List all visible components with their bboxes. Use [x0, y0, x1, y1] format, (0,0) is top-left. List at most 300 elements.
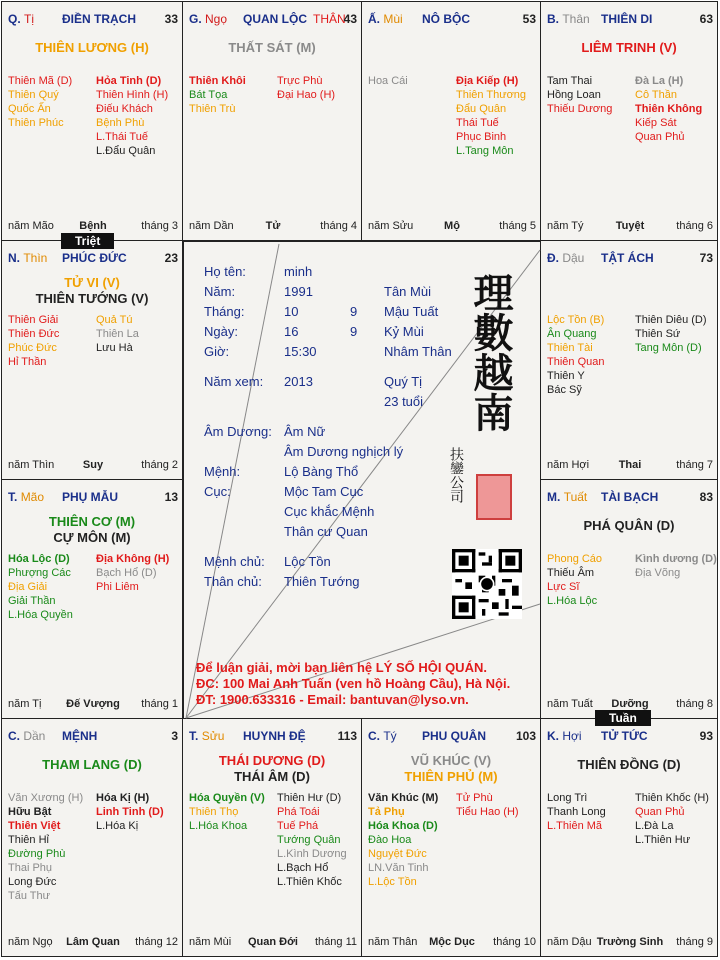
dia-chi: Thìn	[23, 251, 48, 265]
minor-star[interactable]: Quan Phủ	[635, 131, 685, 143]
thang-am-value: 9	[350, 304, 358, 319]
palace-header	[547, 490, 713, 506]
palace-menh[interactable]	[1, 718, 183, 957]
major-star[interactable]: PHÁ QUÂN (D)	[583, 518, 675, 533]
thien-can: K.	[547, 729, 559, 743]
palace-tai-bach[interactable]	[540, 479, 718, 719]
thien-can: C.	[368, 729, 380, 743]
minor-star[interactable]: L.Đẩu Quân	[96, 145, 156, 157]
minor-star[interactable]: Đào Hoa	[368, 834, 412, 846]
palace-header	[8, 251, 178, 267]
minor-star[interactable]: Kình dương (D)	[635, 553, 717, 565]
trang-sinh: Tuyệt	[615, 220, 645, 232]
palace-phu-mau[interactable]	[1, 479, 183, 719]
seal-side-text: 扶鑾公司	[448, 447, 464, 503]
red-seal	[476, 474, 512, 520]
palace-name: MỆNH	[62, 729, 98, 743]
palace-name: PHU QUÂN	[422, 729, 487, 743]
minor-star[interactable]: L.Đà La	[635, 820, 674, 832]
right-star-column	[96, 74, 168, 158]
nguyet-han: tháng 9	[676, 936, 713, 948]
minor-star[interactable]: Nguyệt Đức	[368, 848, 427, 860]
dai-han-number: 53	[522, 12, 536, 26]
minor-star[interactable]: Tam Thai	[547, 75, 593, 87]
palace-footer	[8, 459, 178, 471]
palace-footer	[368, 220, 536, 232]
minor-star[interactable]: Giải Thần	[8, 595, 56, 607]
right-star-column	[635, 313, 707, 355]
qr-code	[452, 549, 522, 619]
thien-can: Ấ.	[368, 12, 380, 26]
minor-star[interactable]: Điếu Khách	[96, 103, 153, 115]
palace-header	[189, 12, 357, 28]
contact-line-2: ĐC: 100 Mai Anh Tuấn (ven hồ Hoàng Cầu), Hà Nội.	[196, 676, 511, 691]
cuc-note-2: Thân cư Quan	[284, 524, 368, 539]
minor-star[interactable]: Thiên La	[96, 328, 139, 340]
minor-star[interactable]: Đẩu Quân	[456, 103, 507, 115]
major-star[interactable]: THIÊN CƠ (M)	[48, 514, 136, 529]
nam-xem-can-chi: Quý Tị	[384, 374, 423, 389]
dia-chi: Tuất	[563, 490, 588, 504]
gio-label: Giờ:	[204, 344, 230, 359]
minor-star[interactable]: Thiên Đức	[8, 328, 60, 340]
left-star-column	[189, 791, 265, 833]
dia-chi: Sửu	[201, 729, 225, 743]
trang-sinh: Quan Đới	[248, 936, 298, 948]
minor-star[interactable]: Văn Khúc (M)	[368, 792, 439, 804]
minor-star[interactable]: Long Trì	[547, 792, 588, 804]
minor-star[interactable]: Thiên Mã (D)	[8, 75, 73, 87]
left-star-column	[8, 74, 72, 130]
right-star-column	[456, 74, 526, 158]
tieu-han-year: năm Tị	[8, 698, 42, 710]
minor-star[interactable]: Hỉ Thần	[8, 356, 47, 368]
minor-star[interactable]: Tử Phù	[456, 792, 493, 804]
trang-sinh: Thai	[618, 459, 642, 471]
tieu-han-year: năm Tuất	[547, 698, 593, 710]
minor-star[interactable]: Tiểu Hao (H)	[456, 806, 519, 818]
minor-star[interactable]: Lộc Tồn (B)	[547, 314, 605, 326]
minor-star[interactable]: Hóa Kị (H)	[96, 792, 150, 804]
thien-can: C.	[8, 729, 20, 743]
ngay-label: Ngày:	[204, 324, 238, 339]
minor-star[interactable]: Thiên Quý	[8, 89, 59, 101]
palace-header	[547, 251, 713, 267]
minor-star[interactable]: L.Kình Dương	[277, 848, 347, 860]
palace-name: THIÊN DI	[601, 12, 653, 26]
thang-label: Tháng:	[204, 304, 245, 319]
tieu-han-year: năm Ngọ	[8, 936, 53, 948]
palace-header	[547, 12, 713, 28]
palace-footer	[368, 936, 536, 948]
dai-han-number: 23	[164, 251, 178, 265]
minor-star[interactable]: L.Hóa Quyền	[8, 609, 73, 621]
trang-sinh: Bệnh	[79, 220, 107, 232]
minor-star[interactable]: Thiên Việt	[8, 820, 61, 832]
thang-value: 10	[284, 304, 299, 319]
minor-star[interactable]: Thiên Trù	[189, 103, 236, 115]
tieu-han-year: năm Tý	[547, 220, 584, 232]
palace-footer	[189, 936, 357, 948]
palace-name: PHÚC ĐỨC	[62, 251, 127, 265]
tuoi-value: 23 tuổi	[384, 394, 424, 409]
dia-chi: Mùi	[383, 12, 403, 26]
dai-han-number: 13	[164, 490, 178, 504]
minor-star[interactable]: Thái Tuế	[456, 117, 499, 129]
center-info-panel	[183, 241, 541, 719]
minor-star[interactable]: L.Thiên Mã	[547, 820, 603, 832]
minor-star[interactable]: Thiên Y	[547, 370, 585, 382]
nam-xem-label: Năm xem:	[204, 374, 264, 389]
minor-star[interactable]: Bệnh Phù	[96, 117, 145, 129]
minor-star[interactable]: Bát Tọa	[189, 89, 228, 101]
minor-star[interactable]: Quan Phủ	[635, 806, 685, 818]
dai-han-number: 93	[699, 729, 713, 743]
left-star-column	[368, 74, 408, 88]
major-star[interactable]: THIÊN ĐỒNG (D)	[577, 757, 681, 772]
dai-han-number: 43	[343, 12, 357, 26]
right-star-column	[635, 74, 702, 144]
right-star-column	[96, 313, 139, 355]
minor-star[interactable]: Phục Binh	[456, 131, 507, 143]
minor-star[interactable]: Thiên Quan	[547, 356, 605, 368]
minor-star[interactable]: Phúc Đức	[8, 342, 57, 354]
palace-huynh-de[interactable]	[182, 718, 362, 957]
palace-thien-di[interactable]	[540, 1, 718, 241]
thien-can: Q.	[8, 12, 21, 26]
palace-header	[8, 490, 178, 506]
palace-footer	[547, 220, 713, 232]
nguyet-han: tháng 7	[676, 459, 713, 471]
trang-sinh: Trường Sinh	[596, 936, 664, 948]
minor-star[interactable]: Đại Hao (H)	[277, 89, 336, 101]
minor-star[interactable]: Thanh Long	[547, 806, 606, 818]
minor-star[interactable]: Thiên Diêu (D)	[635, 314, 707, 326]
dai-han-number: 3	[171, 729, 178, 743]
thien-can: N.	[8, 251, 20, 265]
thien-can: Đ.	[547, 251, 559, 265]
tieu-han-year: năm Hợi	[547, 459, 590, 471]
tieu-han-year: năm Dần	[189, 220, 234, 232]
palace-header	[368, 12, 536, 28]
minor-star[interactable]: Thiên Thương	[456, 89, 527, 101]
minor-star[interactable]: Thiên Hư (D)	[277, 792, 342, 804]
major-star[interactable]: THAM LANG (D)	[42, 757, 142, 772]
minor-star[interactable]: L.Thiên Hư	[635, 834, 691, 846]
minor-star[interactable]: Lưu Hà	[96, 342, 133, 354]
left-star-column	[8, 313, 59, 369]
ho-ten-label: Họ tên:	[204, 264, 246, 279]
minor-star[interactable]: Đà La (H)	[635, 75, 684, 87]
am-duong-value: Âm Nữ	[284, 424, 326, 439]
palace-dien-trach[interactable]	[1, 1, 183, 241]
dai-han-number: 103	[515, 729, 536, 743]
minor-star[interactable]: Linh Tinh (D)	[96, 806, 164, 818]
palace-no-boc[interactable]	[361, 1, 541, 241]
menh-chu-label: Mệnh chủ:	[204, 554, 265, 569]
tieu-han-year: năm Thân	[368, 936, 418, 948]
cuc-label: Cục:	[204, 484, 231, 499]
palace-footer	[8, 220, 178, 232]
minor-star[interactable]: Trực Phù	[277, 75, 323, 87]
dai-han-number: 63	[699, 12, 713, 26]
palace-name: TÀI BẠCH	[601, 490, 659, 504]
minor-star[interactable]: Tấu Thư	[8, 890, 51, 902]
minor-star[interactable]: Thiên Không	[635, 103, 703, 115]
contact-line-3: ĐT: 1900.633316 - Email: bantuvan@lyso.vn.	[196, 692, 469, 707]
left-star-column	[368, 791, 438, 889]
left-star-column	[189, 74, 246, 116]
palace-name: NÔ BỘC	[422, 12, 470, 26]
cuc-note-1: Cục khắc Mệnh	[284, 504, 375, 519]
minor-star[interactable]: Địa Võng	[635, 567, 681, 579]
nguyet-han: tháng 5	[499, 220, 536, 232]
nguyet-han: tháng 10	[493, 936, 536, 948]
minor-star[interactable]: Đường Phù	[8, 848, 66, 860]
left-star-column	[8, 552, 73, 622]
gio-value: 15:30	[284, 344, 317, 359]
nam-value: 1991	[284, 284, 313, 299]
dia-chi: Dần	[23, 729, 46, 743]
palace-footer	[547, 936, 713, 948]
ho-ten-value: minh	[284, 264, 313, 279]
gio-can-chi: Nhâm Thân	[384, 344, 452, 359]
palace-footer	[189, 220, 357, 232]
minor-star[interactable]: Phá Toái	[277, 806, 320, 818]
palace-name: ĐIỀN TRẠCH	[62, 12, 136, 26]
menh-label: Mệnh:	[204, 464, 241, 479]
left-star-column	[8, 791, 83, 903]
nam-xem-value: 2013	[284, 374, 313, 389]
minor-star[interactable]: Kiếp Sát	[635, 117, 677, 129]
contact-line-1: Để luận giải, mời bạn liên hệ LÝ SỐ HỘI QUÁN.	[196, 660, 487, 675]
minor-star[interactable]: L.Hóa Kị	[96, 820, 139, 832]
minor-star[interactable]: Địa Giải	[8, 581, 48, 593]
nguyet-han: tháng 4	[320, 220, 357, 232]
dia-chi: Ngọ	[205, 12, 228, 26]
palace-header	[368, 729, 536, 745]
major-star[interactable]: THẤT SÁT (M)	[228, 40, 316, 55]
thien-can: M.	[547, 490, 561, 504]
minor-star[interactable]: Bác Sỹ	[547, 384, 582, 396]
minor-star[interactable]: Thiên Khốc (H)	[635, 792, 709, 804]
major-star[interactable]: TỬ VI (V)	[64, 275, 120, 290]
palace-footer	[8, 698, 178, 710]
minor-star[interactable]: Phượng Các	[8, 567, 71, 579]
tieu-han-year: năm Thìn	[8, 459, 55, 471]
palace-name: QUAN LỘC	[243, 12, 307, 26]
am-duong-label: Âm Dương:	[204, 424, 272, 439]
minor-star[interactable]: L.Hóa Lộc	[547, 595, 598, 607]
dai-han-number: 83	[699, 490, 713, 504]
right-star-column	[635, 791, 709, 847]
minor-star[interactable]: Thai Phụ	[8, 862, 53, 874]
minor-star[interactable]: Thiên Phúc	[8, 117, 64, 129]
minor-star[interactable]: Thiên Giải	[8, 314, 59, 326]
trang-sinh: Lâm Quan	[66, 936, 120, 948]
trang-sinh: Tử	[265, 220, 281, 232]
minor-star[interactable]: Thiên Hỉ	[8, 834, 49, 846]
left-star-column	[547, 791, 606, 833]
minor-star[interactable]: Hóa Khoa (D)	[368, 820, 438, 832]
dia-chi: Tý	[383, 729, 397, 743]
minor-star[interactable]: Địa Không (H)	[96, 553, 170, 565]
right-star-column	[456, 791, 519, 819]
menh-value: Lộ Bàng Thổ	[284, 464, 359, 479]
trang-sinh: Suy	[82, 459, 104, 471]
major-star[interactable]: THÁI ÂM (D)	[234, 769, 310, 784]
palace-tu-tuc[interactable]	[540, 718, 718, 957]
nguyet-han: tháng 11	[314, 936, 357, 948]
tieu-han-year: năm Dậu	[547, 936, 592, 948]
minor-star[interactable]: LN.Văn Tinh	[368, 862, 429, 874]
major-star[interactable]: THIÊN LƯƠNG (H)	[35, 40, 149, 55]
palace-header	[547, 729, 713, 745]
ngay-value: 16	[284, 324, 299, 339]
major-star[interactable]: THÁI DƯƠNG (D)	[218, 753, 326, 768]
right-star-column	[277, 74, 335, 102]
triet-tag: Triệt	[61, 233, 114, 249]
major-star[interactable]: VŨ KHÚC (V)	[410, 753, 492, 768]
than-marker: THÂN	[313, 12, 346, 26]
major-star[interactable]: CỰ MÔN (M)	[53, 530, 131, 545]
tieu-han-year: năm Mão	[8, 220, 54, 232]
minor-star[interactable]: Hóa Quyền (V)	[189, 792, 265, 804]
palace-name: TẬT ÁCH	[601, 251, 654, 265]
palace-quan-loc[interactable]	[182, 1, 362, 241]
minor-star[interactable]: Long Đức	[8, 876, 57, 888]
palace-phu-quan[interactable]	[361, 718, 541, 957]
calligraphy-logo: 理數越南	[467, 272, 514, 432]
nam-can-chi: Tân Mùi	[384, 284, 431, 299]
right-star-column	[96, 552, 169, 594]
tieu-han-year: năm Sửu	[368, 220, 414, 232]
palace-name: PHỤ MẪU	[62, 490, 118, 504]
palace-header	[189, 729, 357, 745]
nguyet-han: tháng 3	[141, 220, 178, 232]
minor-star[interactable]: Bạch Hổ (D)	[96, 567, 157, 579]
minor-star[interactable]: Tuế Phá	[277, 820, 319, 832]
palace-header	[8, 729, 178, 745]
minor-star[interactable]: Phong Cáo	[547, 553, 603, 565]
trang-sinh: Đế Vượng	[66, 698, 120, 710]
cuc-value: Mộc Tam Cục	[284, 484, 364, 499]
trang-sinh: Dưỡng	[611, 698, 649, 710]
minor-star[interactable]: Tang Môn (D)	[635, 342, 702, 354]
minor-star[interactable]: Ân Quang	[547, 328, 597, 340]
minor-star[interactable]: Hoa Cái	[368, 75, 408, 87]
nguyet-han: tháng 8	[676, 698, 713, 710]
minor-star[interactable]: Cô Thần	[635, 89, 677, 101]
am-duong-note: Âm Dương nghịch lý	[284, 444, 404, 459]
minor-star[interactable]: L.Lộc Tồn	[368, 876, 417, 888]
trang-sinh: Mộ	[444, 220, 460, 232]
palace-footer	[8, 936, 178, 948]
left-star-column	[547, 552, 602, 608]
major-star[interactable]: THIÊN TƯỚNG (V)	[35, 291, 149, 306]
minor-star[interactable]: Hồng Loan	[547, 89, 601, 101]
ngay-can-chi: Kỷ Mùi	[384, 324, 424, 339]
palace-footer	[547, 698, 713, 710]
left-star-column	[547, 313, 604, 397]
dai-han-number: 113	[337, 729, 357, 743]
minor-star[interactable]: Hữu Bật	[8, 806, 52, 818]
thien-can: T.	[8, 490, 18, 504]
minor-star[interactable]: Thiên Tài	[547, 342, 593, 354]
than-chu-value: Thiên Tướng	[284, 574, 360, 589]
minor-star[interactable]: Hóa Lộc (D)	[8, 553, 70, 565]
right-star-column	[96, 791, 164, 833]
major-star[interactable]: THIÊN PHỦ (M)	[404, 769, 498, 784]
chart-grid	[1, 1, 718, 957]
dai-han-number: 33	[164, 12, 178, 26]
minor-star[interactable]: Thiếu Dương	[547, 103, 613, 115]
thien-can: B.	[547, 12, 559, 26]
major-star[interactable]: LIÊM TRINH (V)	[581, 40, 677, 55]
minor-star[interactable]: Văn Xương (H)	[8, 792, 84, 804]
nguyet-han: tháng 12	[135, 936, 178, 948]
minor-star[interactable]: Thiếu Âm	[547, 567, 595, 579]
minor-star[interactable]: Tả Phụ	[368, 806, 405, 818]
ngay-am-value: 9	[350, 324, 358, 339]
nguyet-han: tháng 2	[141, 459, 178, 471]
minor-star[interactable]: Quả Tú	[96, 314, 133, 326]
minor-star[interactable]: Thiên Hình (H)	[96, 89, 169, 101]
tieu-han-year: năm Mùi	[189, 936, 232, 948]
dia-chi: Tị	[24, 12, 35, 26]
thien-can: T.	[189, 729, 199, 743]
nguyet-han: tháng 6	[676, 220, 713, 232]
dia-chi: Thân	[562, 12, 590, 26]
minor-star[interactable]: Địa Kiếp (H)	[456, 75, 519, 87]
minor-star[interactable]: L.Bạch Hổ	[277, 862, 329, 874]
left-star-column	[547, 74, 612, 116]
nguyet-han: tháng 1	[141, 698, 178, 710]
menh-chu-value: Lộc Tồn	[284, 554, 331, 569]
thang-can-chi: Mậu Tuất	[384, 304, 439, 319]
palace-name: TỬ TỨC	[601, 729, 648, 743]
minor-star[interactable]: Phi Liêm	[96, 581, 139, 593]
dia-chi: Dậu	[562, 251, 585, 265]
palace-header	[8, 12, 178, 28]
minor-star[interactable]: L.Tang Môn	[456, 145, 514, 157]
right-star-column	[277, 791, 347, 889]
minor-star[interactable]: L.Thiên Khốc	[277, 876, 342, 888]
minor-star[interactable]: Thiên Khôi	[189, 75, 246, 87]
minor-star[interactable]: Lực Sĩ	[547, 581, 580, 593]
minor-star[interactable]: Quốc Ấn	[8, 103, 51, 115]
palace-tat-ach[interactable]	[540, 240, 718, 480]
minor-star[interactable]: Thiên Thọ	[189, 806, 239, 818]
dia-chi: Hợi	[562, 729, 582, 743]
right-star-column	[635, 552, 717, 580]
nam-label: Năm:	[204, 284, 236, 299]
palace-footer	[547, 459, 713, 471]
minor-star[interactable]: L.Thái Tuế	[96, 131, 148, 143]
minor-star[interactable]: Thiên Sứ	[635, 328, 681, 340]
dia-chi: Mão	[20, 490, 45, 504]
palace-name: HUYNH ĐỆ	[243, 729, 306, 743]
tuan-tag: Tuần	[595, 710, 651, 726]
minor-star[interactable]: L.Hóa Khoa	[189, 820, 248, 832]
minor-star[interactable]: Tướng Quân	[277, 834, 341, 846]
trang-sinh: Mộc Dục	[429, 936, 475, 948]
dai-han-number: 73	[699, 251, 713, 265]
minor-star[interactable]: Hỏa Tinh (D)	[96, 75, 162, 87]
palace-phuc-duc[interactable]	[1, 240, 183, 480]
thien-can: G.	[189, 12, 202, 26]
than-chu-label: Thân chủ:	[204, 574, 262, 589]
